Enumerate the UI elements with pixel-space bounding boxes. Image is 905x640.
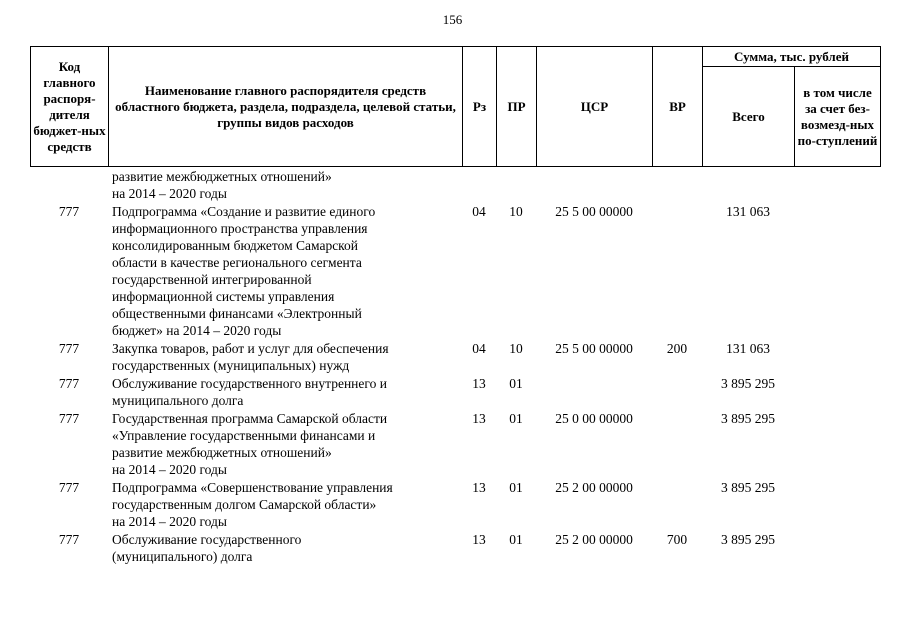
row-csr: 25 0 00 00000 — [555, 411, 633, 426]
row-name — [108, 203, 462, 340]
row-vr — [652, 168, 702, 203]
row-vr: 200 — [666, 341, 688, 356]
row-csr: 25 5 00 00000 — [555, 341, 633, 356]
row-pr: 01 — [509, 376, 523, 391]
row-rz: 13 — [472, 376, 486, 391]
row-name — [108, 410, 462, 479]
header-code: Код главного распоря-дителя бюджет-ных средств — [31, 47, 109, 167]
page-number: 156 — [442, 12, 463, 27]
table-header — [30, 46, 881, 167]
row-name-line: бюджет» на 2014 – 2020 годы — [112, 323, 282, 338]
row-total: 131 063 — [726, 204, 770, 219]
row-name-line: Подпрограмма «Совершенствование управления — [112, 480, 393, 495]
row-vr — [652, 375, 702, 410]
row-name-line: общественными финансами «Электронный — [112, 306, 362, 321]
header-rz: Рз — [463, 47, 497, 167]
row-name-line: на 2014 – 2020 годы — [112, 186, 227, 201]
row-pr — [496, 168, 536, 203]
row-name-line: «Управление государственными финансами и — [112, 428, 376, 443]
row-rz — [462, 168, 496, 203]
row-rz: 13 — [472, 480, 486, 495]
table-row — [30, 203, 880, 340]
row-vr: 700 — [666, 532, 688, 547]
row-csr: 25 5 00 00000 — [555, 204, 633, 219]
table-row — [30, 410, 880, 479]
header-sum: Сумма, тыс. рублей — [703, 47, 881, 67]
row-csr — [536, 168, 652, 203]
row-code: 777 — [58, 411, 80, 426]
header-vr: ВР — [653, 47, 703, 167]
row-name-line: развитие межбюджетных отношений» — [112, 445, 332, 460]
row-code — [30, 168, 108, 203]
row-pr: 10 — [509, 341, 523, 356]
row-name-line: государственной интегрированной — [112, 272, 312, 287]
table-row — [30, 531, 880, 566]
row-name-line: на 2014 – 2020 годы — [112, 514, 227, 529]
row-rz: 04 — [472, 341, 486, 356]
row-name-line: Подпрограмма «Создание и развитие единого — [112, 204, 376, 219]
table-row — [30, 479, 880, 531]
table-row — [30, 340, 880, 375]
header-pr: ПР — [497, 47, 537, 167]
row-pr: 10 — [509, 204, 523, 219]
row-pr: 01 — [509, 411, 523, 426]
row-total: 3 895 295 — [721, 480, 775, 495]
row-name — [108, 375, 462, 410]
header-total: Всего — [703, 67, 795, 167]
row-csr: 25 2 00 00000 — [555, 532, 633, 547]
row-incl — [794, 168, 880, 203]
row-code: 777 — [58, 376, 80, 391]
row-incl — [794, 375, 880, 410]
row-rz: 13 — [472, 532, 486, 547]
row-total — [702, 168, 794, 203]
row-total: 3 895 295 — [721, 376, 775, 391]
row-vr — [652, 410, 702, 479]
row-vr — [652, 203, 702, 340]
row-name-line: информационной системы управления — [112, 289, 335, 304]
row-name-line: Государственная программа Самарской области — [112, 411, 388, 426]
row-name-line: Обслуживание государственного — [112, 532, 302, 547]
budget-table — [30, 168, 880, 566]
row-pr: 01 — [509, 480, 523, 495]
row-name-line: информационного пространства управления — [112, 221, 368, 236]
row-pr: 01 — [509, 532, 523, 547]
row-name-line: на 2014 – 2020 годы — [112, 462, 227, 477]
row-name — [108, 168, 462, 203]
row-incl — [794, 531, 880, 566]
row-code: 777 — [58, 480, 80, 495]
header-name: Наименование главного распорядителя средств областного бюджета, раздела, подраздела, целевой статьи, группы видов расходов — [109, 47, 463, 167]
row-name-line: (муниципального) долга — [112, 549, 253, 564]
row-name — [108, 531, 462, 566]
row-code: 777 — [58, 532, 80, 547]
row-name — [108, 340, 462, 375]
row-incl — [794, 340, 880, 375]
row-total: 3 895 295 — [721, 411, 775, 426]
row-name-line: государственных (муниципальных) нужд — [112, 358, 350, 373]
row-total: 3 895 295 — [721, 532, 775, 547]
row-code: 777 — [58, 204, 80, 219]
row-code: 777 — [58, 341, 80, 356]
row-incl — [794, 410, 880, 479]
row-name-line: Обслуживание государственного внутреннего и — [112, 376, 387, 391]
row-csr: 25 2 00 00000 — [555, 480, 633, 495]
header-incl: в том числе за счет без-возмезд-ных по-ступлений — [795, 67, 881, 167]
row-rz: 04 — [472, 204, 486, 219]
row-name-line: области в качестве регионального сегмента — [112, 255, 362, 270]
row-total: 131 063 — [726, 341, 770, 356]
row-name-line: развитие межбюджетных отношений» — [112, 169, 332, 184]
header-csr: ЦСР — [537, 47, 653, 167]
row-rz: 13 — [472, 411, 486, 426]
row-name-line: государственным долгом Самарской области» — [112, 497, 377, 512]
row-incl — [794, 479, 880, 531]
row-name — [108, 479, 462, 531]
row-csr — [536, 375, 652, 410]
row-incl — [794, 203, 880, 340]
row-vr — [652, 479, 702, 531]
table-row — [30, 375, 880, 410]
table-row — [30, 168, 880, 203]
row-name-line: консолидированным бюджетом Самарской — [112, 238, 359, 253]
row-name-line: муниципального долга — [112, 393, 244, 408]
row-name-line: Закупка товаров, работ и услуг для обеспечения — [112, 341, 389, 356]
